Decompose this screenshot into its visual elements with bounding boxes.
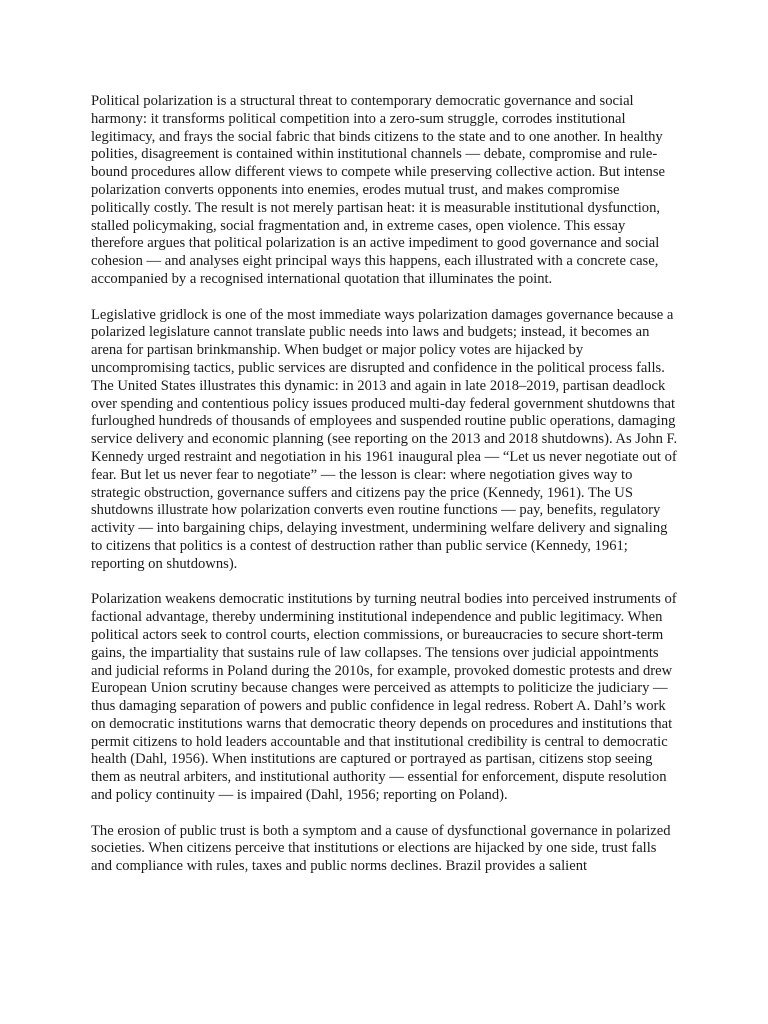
paragraph-introduction: Political polarization is a structural threat to contemporary democratic governance and social harmony: it transforms political competition into a zero-sum struggle, corrodes institutional legitimacy, and frays the social fabric that binds citizens to the state and to one another. In healthy polities, disagreement is contained within institutional channels — debate, compromise and rule-bound procedures allow different views to compete while preserving collective action. But intense polarization converts opponents into enemies, erodes mutual trust, and makes compromise politically costly. The result is not merely partisan heat: it is measurable institutional dysfunction, stalled policymaking, social fragmentation and, in extreme cases, open violence. This essay therefore argues that political polarization is an active impediment to good governance and social cohesion — and analyses eight principal ways this happens, each illustrated with a concrete case, accompanied by a recognised international quotation that illuminates the point. (91, 93, 665, 287)
paragraph-institutions: Polarization weakens democratic institutions by turning neutral bodies into perceived instruments of factional advantage, thereby undermining institutional independence and public legitimacy. When political actors seek to control courts, election commissions, or bureaucracies to secure short-term gains, the impartiality that sustains rule of law collapses. The tensions over judicial appointments and judicial reforms in Poland during the 2010s, for example, provoked domestic protests and drew European Union scrutiny because changes were perceived as attempts to politicize the judiciary — thus damaging separation of powers and public confidence in legal redress. Robert A. Dahl’s work on democratic institutions warns that democratic theory depends on procedures and institutions that permit citizens to hold leaders accountable and that institutional credibility is central to democratic health (Dahl, 1956). When institutions are captured or portrayed as partisan, citizens stop seeing them as neutral arbiters, and institutional authority — essential for enforcement, dispute resolution and policy continuity — is impaired (Dahl, 1956; reporting on Poland). (91, 591, 677, 804)
paragraph-public-trust: The erosion of public trust is both a symptom and a cause of dysfunctional governance in polarized societies. When citizens perceive that institutions or elections are hijacked by one side, trust falls and compliance with rules, taxes and public norms declines. Brazil provides a salient (91, 822, 671, 875)
paragraph-legislative-gridlock: Legislative gridlock is one of the most immediate ways polarization damages governance because a polarized legislature cannot translate public needs into laws and budgets; instead, it becomes an arena for partisan brinkmanship. When budget or major policy votes are hijacked by uncompromising tactics, public services are disrupted and confidence in the political process falls. The United States illustrates this dynamic: in 2013 and again in late 2018–2019, partisan deadlock over spending and contentious policy issues produced multi-day federal government shutdowns that furloughed hundreds of thousands of employees and suspended routine public operations, damaging service delivery and economic planning (see reporting on the 2013 and 2018 shutdowns). As John F. Kennedy urged restraint and negotiation in his 1961 inaugural plea — “Let us never negotiate out of fear. But let us never fear to negotiate” — the lesson is clear: where negotiation gives way to strategic obstruction, governance suffers and citizens pay the price (Kennedy, 1961). The US shutdowns illustrate how polarization converts even routine functions — pay, benefits, regulatory activity — into bargaining chips, delaying investment, undermining welfare delivery and signaling to citizens that politics is a contest of destruction rather than public service (Kennedy, 1961; reporting on shutdowns). (91, 306, 678, 572)
